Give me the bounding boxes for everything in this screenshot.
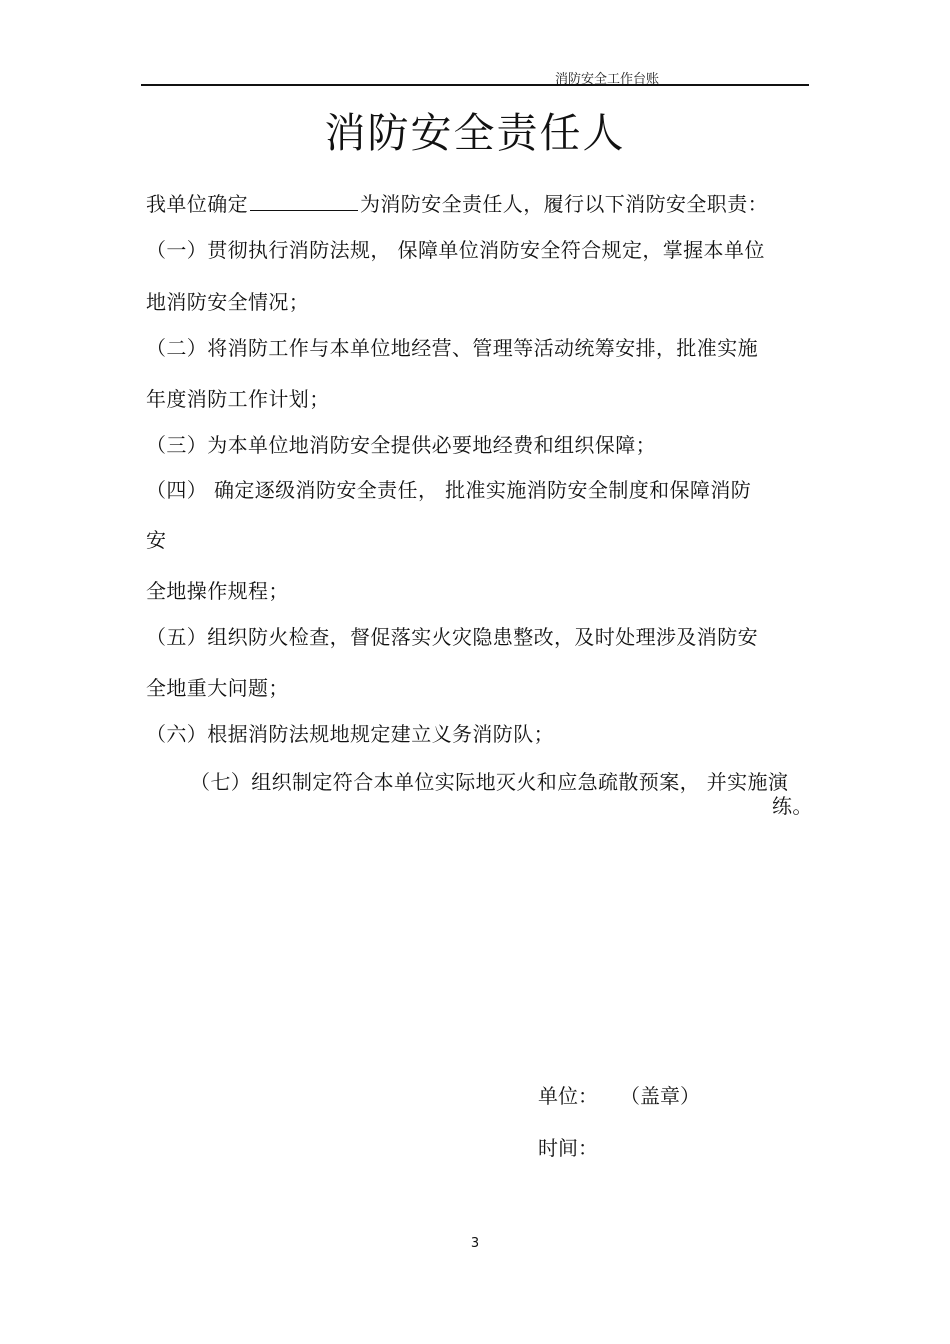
intro-text-after: 为消防安全责任人，履行以下消防安全职责： — [360, 192, 768, 216]
time-signature-label: 时间： — [538, 1136, 598, 1160]
duty-line: （四） 确定逐级消防安全责任， 批准实施消防安全制度和保障消防 — [146, 478, 752, 502]
page-title: 消防安全责任人 — [324, 109, 626, 157]
unit-signature-label: 单位： — [538, 1084, 598, 1108]
duty-line: （六）根据消防法规地规定建立义务消防队； — [146, 722, 554, 746]
duty-line: 年度消防工作计划； — [146, 387, 330, 411]
stamp-placeholder: （盖章） — [620, 1084, 700, 1108]
duty-line: （一）贯彻执行消防法规， 保障单位消防安全符合规定，掌握本单位 — [146, 238, 765, 262]
duty-line: 地消防安全情况； — [146, 290, 310, 314]
duty-line: （三）为本单位地消防安全提供必要地经费和组织保障； — [146, 433, 656, 457]
running-header: 消防安全工作台账 — [555, 72, 660, 87]
duty-line: （五）组织防火检查，督促落实火灾隐患整改，及时处理涉及消防安 — [146, 625, 758, 649]
name-blank-line — [250, 190, 358, 211]
duty-line: 全地重大问题； — [146, 676, 289, 700]
duty-line-seven-continuation: 练。 — [772, 794, 813, 818]
intro-text-before: 我单位确定 — [146, 192, 248, 216]
duty-line-seven: （七）组织制定符合本单位实际地灭火和应急疏散预案， 并实施演 — [190, 770, 789, 794]
duty-line: 全地操作规程； — [146, 579, 289, 603]
header-divider — [141, 84, 809, 86]
page-number: 3 — [470, 1236, 480, 1251]
intro-paragraph — [146, 188, 768, 217]
duty-line: （二）将消防工作与本单位地经营、管理等活动统筹安排，批准实施 — [146, 336, 758, 360]
duty-line: 安 — [146, 528, 167, 552]
